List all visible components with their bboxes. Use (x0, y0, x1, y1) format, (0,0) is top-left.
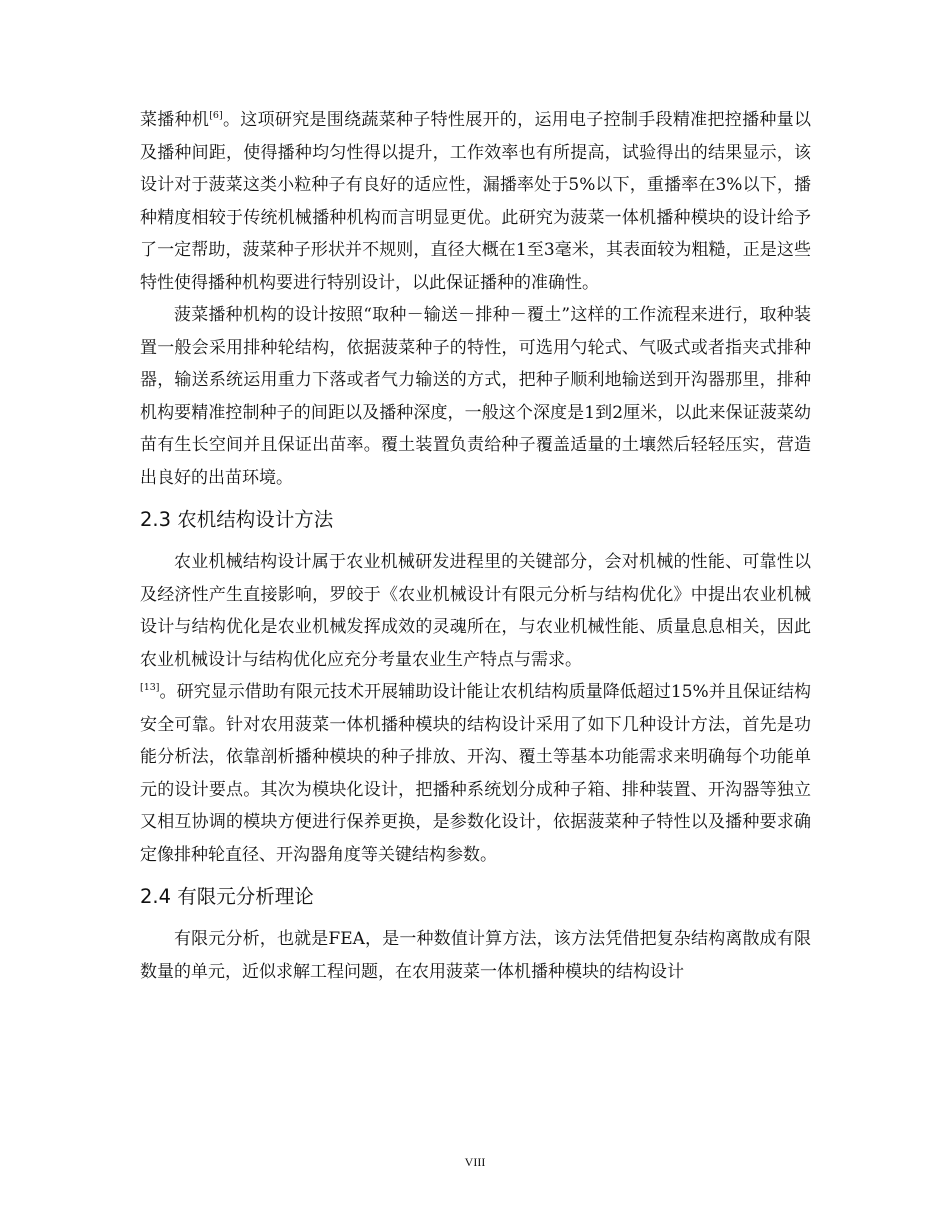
citation-ref: [13] (140, 682, 160, 693)
section-heading-2-4: 2.4 有限元分析理论 (140, 885, 314, 908)
paragraph-text: 。研究显示借助有限元技术开展辅助设计能让农机结构质量降低超过15%并且保证结构安全可靠。针对农用菠菜一体机播种模块的结构设计采用了如下几种设计方法，首先是功能分析法，依靠剖析播种模块的种子排放、开沟、覆土等基本功能需求来明确每个功能单元的设计要点。其次为模块化设计，把播种系统划分成种子箱、排种装置、开沟器等独立又相互协调的模块方便进行保养更换，是参数化设计，依据菠菜种子特性以及播种要求确定像排种轮直径、开沟器角度等关键结构参数。 (140, 682, 811, 865)
paragraph-text: 。这项研究是围绕蔬菜种子特性展开的，运用电子控制手段精准把控播种量以及播种间距，使得播种均匀性得以提升，工作效率也有所提高，试验得出的结果显示，该设计对于菠菜这类小粒种子有良好的适应性，漏播率处于5%以下，重播率在3%以下，播种精度相较于传统机械播种机构而言明显更优。此研究为菠菜一体机播种模块的设计给予了一定帮助，菠菜种子形状并不规则，直径大概在1至3毫米，其表面较为粗糙，正是这些特性使得播种机构要进行特别设计，以此保证播种的准确性。 (140, 110, 812, 293)
section-heading-2-3: 2.3 农机结构设计方法 (140, 508, 334, 531)
paragraph-design-methods (140, 676, 811, 871)
paragraph-structure-design: 农业机械结构设计属于农业机械研发进程里的关键部分，会对机械的性能、可靠性以及经济性产生直接影响，罗皎于《农业机械设计有限元分析与结构优化》中提出农业机械设计与结构优化是农业机械发挥成效的灵魂所在，与农业机械性能、质量息息相关，因此农业机械设计与结构优化应充分考量农业生产特点与需求。 (140, 552, 811, 670)
paragraph-text: 菜播种机 (140, 110, 210, 130)
citation-ref: [6] (209, 110, 223, 121)
document-body (140, 104, 811, 988)
paragraph-fea-intro: 有限元分析，也就是FEA，是一种数值计算方法，该方法凭借把复杂结构离散成有限数量的单元，近似求解工程问题，在农用菠菜一体机播种模块的结构设计 (140, 929, 811, 982)
paragraph-continued (140, 104, 811, 299)
page-number: VIII (464, 1155, 486, 1169)
paragraph-seeding-mechanism: 菠菜播种机构的设计按照“取种－输送－排种－覆土”这样的工作流程来进行，取种装置一般会采用排种轮结构，依据菠菜种子的特性，可选用勺轮式、气吸式或者指夹式排种器，输送系统运用重力下落或者气力输送的方式，把种子顺利地输送到开沟器那里，排种机构要精准控制种子的间距以及播种深度，一般这个深度是1到2厘米，以此来保证菠菜幼苗有生长空间并且保证出苗率。覆土装置负责给种子覆盖适量的土壤然后轻轻压实，营造出良好的出苗环境。 (140, 305, 811, 488)
